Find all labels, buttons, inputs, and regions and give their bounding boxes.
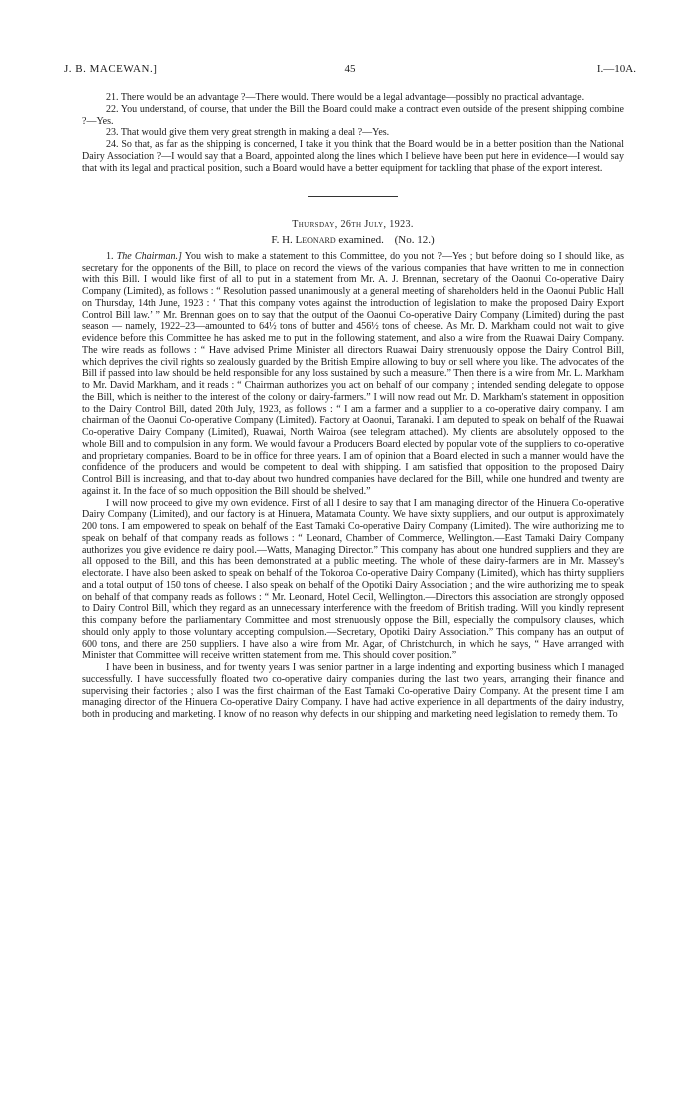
paper-reference: I.—10A. bbox=[596, 63, 636, 75]
qa-paragraph: 24. So that, as far as the shipping is concerned, I take it you think that the Board would be in a better position than the National Dairy Association ?—I would say that a Board, appointed along the lines which I believe have been put here in evidence—I would say that with its legal and practical position, such a Board would have a better equipment for tackling that phase of the export interest. bbox=[82, 139, 624, 174]
qa-paragraph: 22. You understand, of course, that under the Bill the Board could make a contract even outside of the present shipping combine ?—Yes. bbox=[82, 103, 624, 127]
page-number: 45 bbox=[344, 63, 356, 75]
statement-paragraph bbox=[82, 251, 624, 498]
session-date: Thursday, 26th July, 1923. bbox=[292, 219, 414, 231]
running-header bbox=[64, 63, 636, 79]
speaker-label: The Chairman.] bbox=[116, 250, 182, 262]
section-divider bbox=[308, 196, 398, 197]
statement-paragraph: I have been in business, and for twenty years I was senior partner in a large indenting and exporting business which I managed successfully. I have successfully floated two co-operative dairy companies during the last two years, arranging their finance and supervising their factories ; also I was the first chairman of the East Tamaki Co-operative Dairy Company. At the present time I am managing director of the Hinuera Co-operative Dairy Company. I have had active experience in all departments of the dairy industry, both in producing and marketing. I know of no reason why defects in our shipping and marketing need legislation to remedy them. To bbox=[82, 662, 624, 720]
qa-paragraph: 21. There would be an advantage ?—There would. There would be a legal advantage—possibly no practical advantage. bbox=[106, 92, 585, 103]
statement-paragraph: I will now proceed to give my own evidence. First of all I desire to say that I am managing director of the Hinuera Co-operative Dairy Company (Limited), and our factory is at Hinuera, Matamata County. We have sixty suppliers, and our output is approximately 200 tons. I am empowered to speak on behalf of the East Tamaki Co-operative Dairy Company (Limited). The wire authorizing me to speak on behalf of that company reads as follows : “ Leonard, Chamber of Commerce, Wellington.—East Tamaki Dairy Company authorizes you give evidence re dairy pool.—Watts, Managing Director.” This company has about one hundred suppliers and they are all opposed to the Bill, and this has been demonstrated at a public meeting. The whole of these dairy-farmers are in Mr. Massey's electorate. I have also been asked to speak on behalf of the Tokoroa Co-operative Dairy Company (Limited), which has thirty suppliers and a total output of 150 tons of cheese. I also speak on behalf of the Opotiki Dairy Association ; and the wire authorizing me to speak on behalf of that company reads as follows : “ Mr. Leonard, Hotel Cecil, Wellington.—Directors this association are strongly opposed to Dairy Control Bill, which they regard as an unnecessary interference with the freedom of British trading. Will you kindly represent this company before the parliamentary Committee and most strenuously oppose the Bill, especially the compulsory clauses, which should only apply to those voluntary accepting compulsion.—Secretary, Opotiki Dairy Association.” This company has an output of 600 tons, and there are 250 suppliers. I have also a wire from Mr. Agar, of Christchurch, in which he says, “ Have arranged with Minister that Committee will receive written statement from me. This should cover position.” bbox=[82, 497, 624, 662]
qa-paragraph: 23. That would give them very great strength in making a deal ?—Yes. bbox=[106, 127, 390, 139]
header-witness: J. B. MACEWAN.] bbox=[64, 63, 158, 75]
body-text bbox=[82, 92, 624, 721]
witness-number: (No. 12.) bbox=[394, 234, 435, 246]
question-number: 1. bbox=[106, 250, 114, 262]
statement-text: You wish to make a statement to this Committee, do you not ?—Yes ; but before doing so I should like, as secretary for the opponents of the Bill, to place on record the views of the various companies that have written to me in connection with this Bill. I would like first of all to put in a statement from Mr. A. J. Brennan, secretary of the Oaonui Co-operative Dairy Company (Limited), as follows : “ Resolution passed unanimously at a general meeting of shareholders held in the Oaonui Public Hall on Thursday, 14th June, 1923 : ‘ That this company votes against the introduction of legislation to make the proposed Dairy Export Control Bill law.’ ” Mr. Brennan goes on to say that the output of the Oaonui Co-operative Dairy Company (Limited) during the past season — namely, 1922–23—amounted to 64½ tons of butter and 456½ tons of cheese. As Mr. D. Markham could not wait to give evidence before this Committee he has asked me to put in the following statement, and also a wire from the Ruawai Dairy Company. The wire reads as follows : “ Have advised Prime Minister all directors Ruawai Dairy strenuously oppose the Dairy Control Bill, which deprives the civil rights so zealously guarded by the British Empire allowing to buy or sell where you like. The advocates of the Bill if passed into law should be held responsible for any loss sustained by such a measure.” Then there is a wire from Mr. L. Markham to Mr. David Markham, and it reads : “ Chairman authorizes you act on behalf of our company ; intended sending delegate to oppose the Bill, which is neither to the interest of the colony or dairy-farmers.” I will now read out Mr. D. Markham's statement in opposition to the Dairy Control Bill, dated 20th July, 1923, as follows : “ I am a farmer and a supplier to a co-operative dairy company. I am chairman of the Oaonui Co-operative Company (Limited). Factory at Oaonui, Taranaki. I am deputed to speak on behalf of the Ruawai Co-operative Dairy Company (Limited), Ruawai, North Wairoa (see telegram attached). My clients are absolutely opposed to the whole Bill and to compulsion in any form. We would favour a Producers Board elected by popular vote of the suppliers to co-operative and proprietary companies. Board to be in office for three years. I am of opinion that a Board elected in such a manner would have the confidence of the producers and would be competent to deal with shipping. I am satisfied that opposition to the proposed Dairy Control Bill is increasing, and that to-day about two hundred companies have declared for the Bill, while one hundred and twenty are against it. In the face of so much opposition the Bill should be shelved.” bbox=[82, 250, 625, 497]
witness-name: F. H. Leonard bbox=[271, 234, 336, 246]
examined-heading bbox=[82, 235, 624, 247]
examined-label: examined. bbox=[338, 234, 384, 246]
